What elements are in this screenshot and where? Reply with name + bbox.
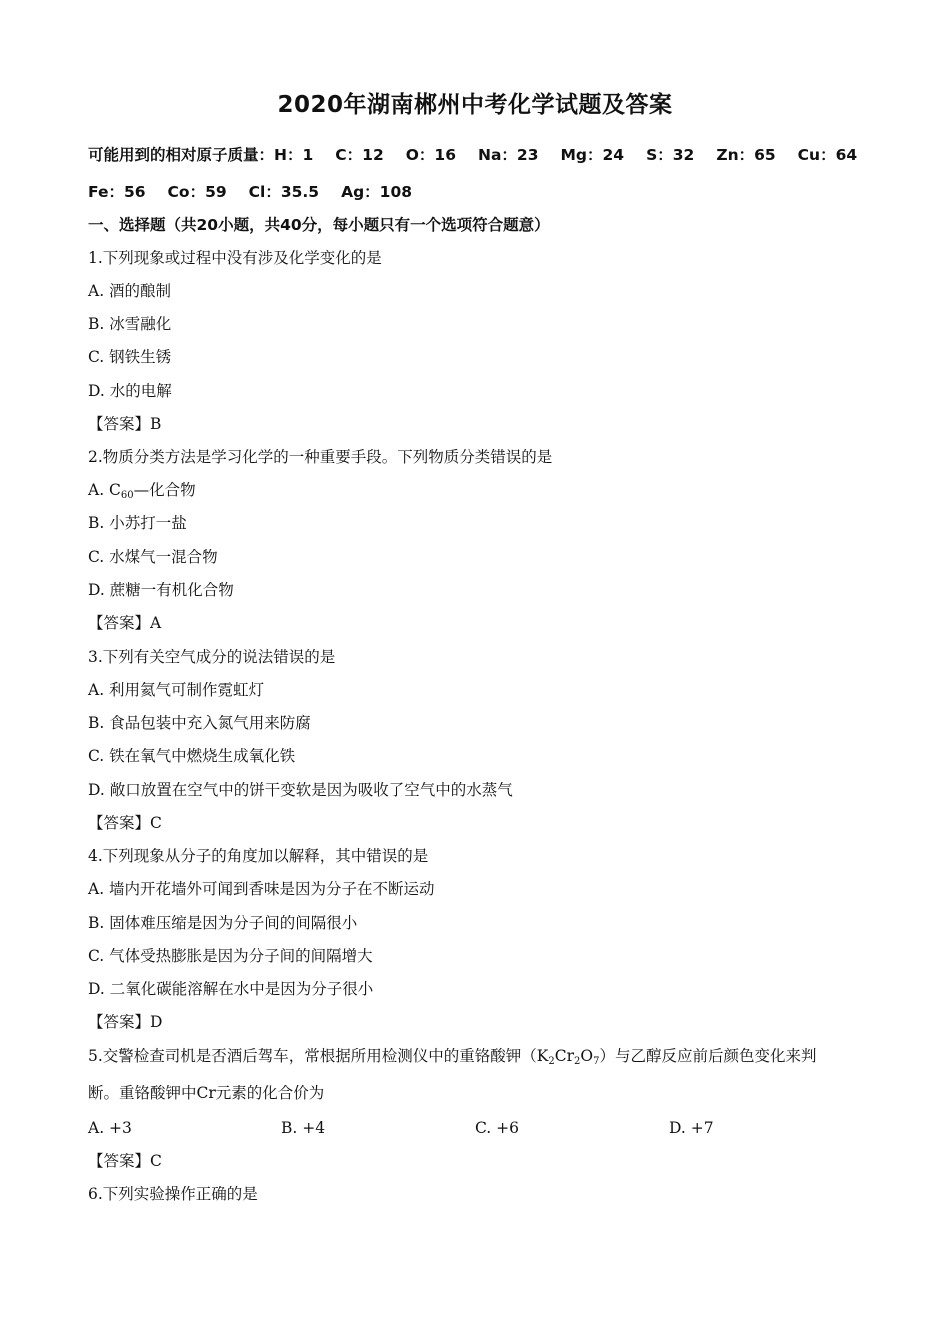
answer: 【答案】A bbox=[88, 614, 162, 632]
atomic-mass-item: Zn：65 bbox=[716, 146, 776, 164]
option: B. 食品包装中充入氮气用来防腐 bbox=[88, 714, 311, 732]
question-stem: 3.下列有关空气成分的说法错误的是 bbox=[88, 648, 336, 666]
option: C. +6 bbox=[475, 1119, 520, 1137]
option: B. +4 bbox=[281, 1119, 326, 1137]
atomic-mass-row-2 bbox=[88, 182, 434, 202]
atomic-mass-item: Mg：24 bbox=[560, 146, 625, 164]
question-stem: 4.下列现象从分子的角度加以解释，其中错误的是 bbox=[88, 847, 429, 865]
subscript: 7 bbox=[593, 1056, 600, 1067]
atomic-mass-label: 可能用到的相对原子质量： bbox=[88, 146, 275, 164]
option: C. 水煤气一混合物 bbox=[88, 548, 218, 566]
option: C. 铁在氧气中燃烧生成氧化铁 bbox=[88, 747, 296, 765]
atomic-mass-item: S：32 bbox=[646, 146, 695, 164]
stem-text: ）与乙醇反应前后颜色变化来判 bbox=[599, 1047, 817, 1065]
page-title: 2020年湖南郴州中考化学试题及答案 bbox=[277, 92, 673, 118]
option bbox=[88, 480, 196, 506]
answer: 【答案】C bbox=[88, 814, 162, 832]
subscript: 2 bbox=[574, 1056, 581, 1067]
atomic-mass-item: Co：59 bbox=[167, 183, 227, 201]
atomic-mass-item: Fe：56 bbox=[88, 183, 146, 201]
stem-text: O bbox=[580, 1047, 594, 1065]
option: A. +3 bbox=[88, 1119, 132, 1137]
atomic-mass-item: H：1 bbox=[274, 146, 314, 164]
atomic-mass-item: Ag：108 bbox=[341, 183, 413, 201]
option: D. 敞口放置在空气中的饼干变软是因为吸收了空气中的水蒸气 bbox=[88, 781, 513, 799]
answer: 【答案】D bbox=[88, 1013, 163, 1031]
option: C. 钢铁生锈 bbox=[88, 348, 172, 366]
stem-text: 5.交警检查司机是否酒后驾车，常根据所用检测仪中的重铬酸钾（K bbox=[88, 1047, 549, 1065]
question-stem: 1.下列现象或过程中没有涉及化学变化的是 bbox=[88, 249, 382, 267]
option: B. 冰雪融化 bbox=[88, 315, 172, 333]
option: A. 墙内开花墙外可闻到香味是因为分子在不断运动 bbox=[88, 880, 435, 898]
option: D. 二氧化碳能溶解在水中是因为分子很小 bbox=[88, 980, 374, 998]
option: A. 利用氦气可制作霓虹灯 bbox=[88, 681, 265, 699]
atomic-mass-item: Cu：64 bbox=[797, 146, 858, 164]
option: B. 固体难压缩是因为分子间的间隔很小 bbox=[88, 914, 358, 932]
option-suffix: —化合物 bbox=[133, 481, 196, 499]
atomic-mass-item: Na：23 bbox=[477, 146, 539, 164]
option: D. 蔗糖一有机化合物 bbox=[88, 581, 234, 599]
question-stem-continued: 断。重铬酸钾中Cr元素的化合价为 bbox=[88, 1084, 325, 1102]
answer: 【答案】C bbox=[88, 1152, 162, 1170]
option: C. 气体受热膨胀是因为分子间的间隔增大 bbox=[88, 947, 373, 965]
options-row bbox=[88, 1118, 868, 1138]
section-heading: 一、选择题（共20小题，共40分，每小题只有一个选项符合题意） bbox=[88, 216, 550, 234]
atomic-mass-item: C：12 bbox=[335, 146, 384, 164]
atomic-mass-item: Cl：35.5 bbox=[248, 183, 320, 201]
subscript: 2 bbox=[548, 1056, 555, 1067]
atomic-mass-row-1 bbox=[88, 145, 879, 165]
subscript: 60 bbox=[120, 490, 134, 501]
question-stem bbox=[88, 1046, 817, 1072]
question-stem: 6.下列实验操作正确的是 bbox=[88, 1185, 258, 1203]
option: B. 小苏打一盐 bbox=[88, 514, 187, 532]
option: D. 水的电解 bbox=[88, 382, 172, 400]
question-stem: 2.物质分类方法是学习化学的一种重要手段。下列物质分类错误的是 bbox=[88, 448, 553, 466]
option: A. 酒的酿制 bbox=[88, 282, 172, 300]
stem-text: Cr bbox=[554, 1047, 575, 1065]
option: D. +7 bbox=[669, 1119, 714, 1137]
answer: 【答案】B bbox=[88, 415, 162, 433]
option-prefix: A. C bbox=[88, 481, 121, 499]
atomic-mass-item: O：16 bbox=[405, 146, 456, 164]
